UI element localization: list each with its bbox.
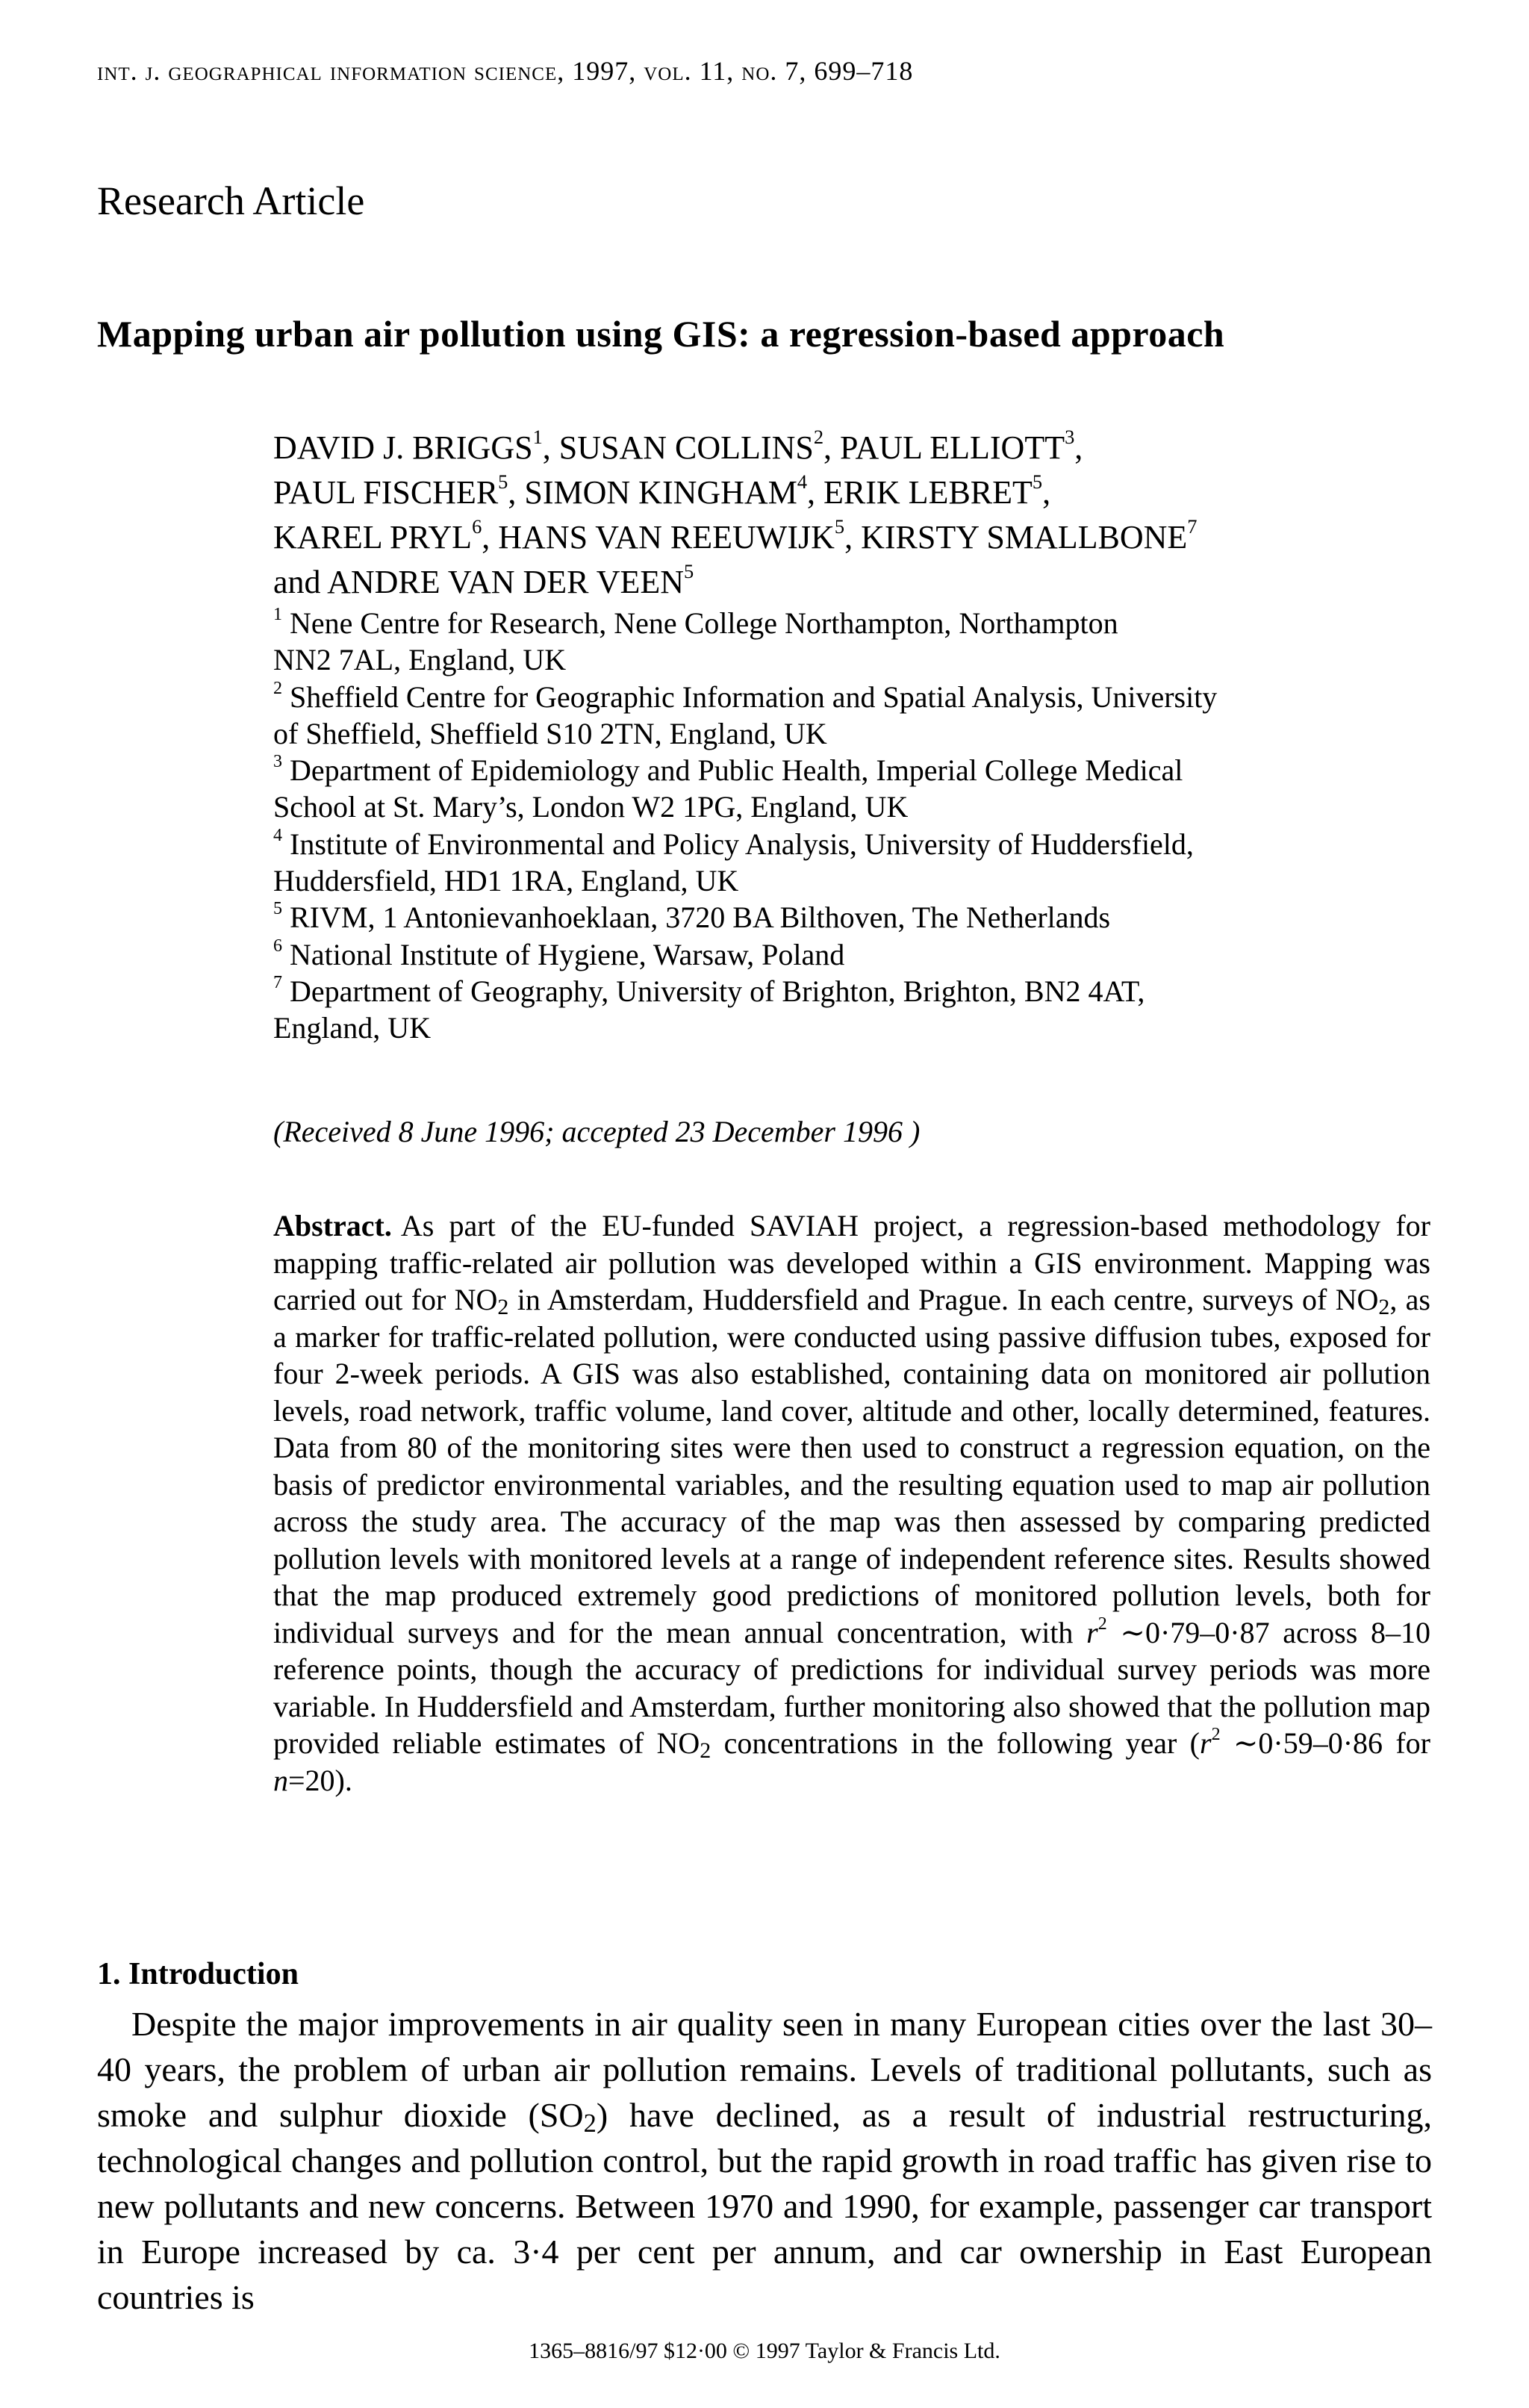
author-sup: 5	[834, 515, 845, 538]
author-sep: ,	[1074, 429, 1083, 466]
author-sup: 6	[472, 515, 482, 538]
author-sup: 4	[797, 470, 808, 494]
variable-n: n	[273, 1763, 288, 1797]
author-sup: 5	[684, 560, 694, 583]
author-sep: ,	[1042, 474, 1051, 511]
affiliation-line	[273, 862, 1438, 899]
abstract-text: in Amsterdam, Huddersfield and Prague. In each centre, surveys of NO	[508, 1283, 1379, 1316]
affiliation-number: 7	[273, 972, 282, 992]
author-name: HANS VAN REEUWIJK	[498, 519, 835, 556]
abstract-text: =20).	[288, 1763, 352, 1797]
author-sep: ,	[542, 429, 559, 466]
subscript: 2	[1378, 1295, 1390, 1319]
paper-title: Mapping urban air pollution using GIS: a regression-based approach	[97, 313, 1225, 355]
affiliation-line	[273, 973, 1438, 1009]
journal-year: , 1997,	[557, 56, 644, 86]
author-line	[273, 426, 1197, 470]
affiliation-line	[273, 788, 1438, 825]
affiliation-text: Sheffield Centre for Geographic Information and Spatial Analysis, University	[290, 679, 1218, 714]
abstract-text: As part of the EU-funded SAVIAH project, a regression-based methodology for mapping traffic-related air pollution was developed within a GIS environment. Mapping was carried out for NO	[273, 1209, 1430, 1316]
section-heading: 1. Introduction	[97, 1957, 299, 1991]
journal-no-label: no	[741, 56, 770, 86]
author-sup: 2	[813, 426, 824, 449]
affiliation-line	[273, 679, 1438, 715]
abstract-text: , as a marker for traffic-related pollution, were conducted using passive diffusion tubes, exposed for four 2-week periods. A GIS was also established, containing data on monitored air pollution levels, road network, traffic volume, land cover, altitude and other, locally determined, features. Data from 80 of the monitoring sites were then used to construct a regression equation, on the basis of predictor environmental variables, and the resulting equation used to map air pollution across the study area. The accuracy of the map was then assessed by comparing predicted pollution levels with monitored levels at a range of independent reference sites. Results showed that the map produced extremely good predictions of monitored pollution levels, both for individual surveys and for the mean annual concentration, with	[273, 1283, 1431, 1649]
superscript: 2	[1211, 1725, 1221, 1744]
author-sep: ,	[482, 519, 499, 556]
affiliation-text: Huddersfield, HD1 1RA, England, UK	[273, 864, 739, 898]
affiliation-line	[273, 641, 1438, 678]
affiliation-text: Department of Geography, University of Brighton, Brighton, BN2 4AT,	[290, 974, 1145, 1008]
author-list	[273, 426, 1197, 605]
author-name: ERIK LEBRET	[823, 474, 1033, 511]
affiliation-number: 6	[273, 936, 282, 956]
author-name: SUSAN COLLINS	[558, 429, 814, 466]
intro-paragraph	[97, 2001, 1432, 2320]
affiliation-number: 4	[273, 825, 282, 845]
journal-vol-label: vol	[644, 56, 685, 86]
author-and: and	[273, 564, 328, 600]
author-sup: 1	[532, 426, 543, 449]
journal-name: int. j. geographical information science	[97, 56, 558, 86]
affiliation-text: Department of Epidemiology and Public Health, Imperial College Medical	[290, 753, 1183, 788]
affiliation-line	[273, 715, 1438, 752]
journal-vol-value: . 11,	[684, 56, 742, 86]
affiliation-text: England, UK	[273, 1011, 432, 1045]
affiliation-number: 3	[273, 752, 282, 772]
author-name: PAUL FISCHER	[273, 474, 499, 511]
author-name: ANDRE VAN DER VEEN	[327, 564, 685, 600]
page-footer: 1365–8816/97 $12·00 © 1997 Taylor & Francis Ltd.	[529, 2339, 1000, 2363]
affiliation-line	[273, 936, 1438, 973]
superscript: 2	[1097, 1614, 1107, 1634]
affiliation-text: School at St. Mary’s, London W2 1PG, England, UK	[273, 790, 909, 824]
affiliation-line	[273, 752, 1438, 788]
author-name: KAREL PRYL	[273, 519, 473, 556]
affiliation-line	[273, 826, 1438, 862]
article-type: Research Article	[97, 178, 365, 223]
affiliation-text: NN2 7AL, England, UK	[273, 643, 567, 677]
author-name: SIMON KINGHAM	[524, 474, 797, 511]
author-sep: ,	[823, 429, 841, 466]
author-sep: ,	[844, 519, 862, 556]
subscript: 2	[583, 2109, 597, 2138]
affiliation-line	[273, 899, 1438, 936]
author-sup: 3	[1065, 426, 1075, 449]
author-sep: ,	[807, 474, 824, 511]
author-sup: 5	[498, 470, 508, 494]
abstract-label: Abstract.	[273, 1209, 392, 1242]
abstract-text: concentrations in the following year (	[711, 1726, 1201, 1760]
abstract	[273, 1207, 1430, 1799]
affiliation-number: 1	[273, 605, 282, 624]
affiliation-text: of Sheffield, Sheffield S10 2TN, England, UK	[273, 716, 827, 750]
intro-text: ) have declined, as a result of industrial restructuring, technological changes and pollution control, but the rapid growth in road traffic has given rise to new pollutants and new concerns. Between 1970 and 1990, for example, passenger car transport in Europe increased by ca. 3·4 per cent per annum, and car ownership in East European countries is	[97, 2096, 1432, 2316]
abstract-text: ∼0·79–0·87 across 8–10 reference points, though the accuracy of predictions for individual survey periods was more variable. In Huddersfield and Amsterdam, further monitoring also showed that the pollution map provided reliable estimates of NO	[273, 1615, 1430, 1760]
author-line	[273, 470, 1197, 515]
affiliation-number: 5	[273, 899, 282, 919]
abstract-text: ∼0·59–0·86 for	[1220, 1726, 1430, 1760]
author-line	[273, 515, 1197, 560]
author-sep: ,	[508, 474, 525, 511]
subscript: 2	[700, 1738, 711, 1763]
affiliation-number: 2	[273, 678, 282, 698]
author-sup: 7	[1187, 515, 1198, 538]
affiliation-text: RIVM, 1 Antonievanhoeklaan, 3720 BA Bilthoven, The Netherlands	[290, 900, 1111, 935]
author-name: PAUL ELLIOTT	[840, 429, 1065, 466]
affiliation-text: National Institute of Hygiene, Warsaw, Poland	[290, 937, 845, 971]
variable-r: r	[1086, 1615, 1098, 1649]
subscript: 2	[497, 1295, 509, 1319]
affiliation-line	[273, 1009, 1438, 1046]
intro-text: Despite the major improvements in air quality seen in many European cities over the last 30–40 years, the problem of urban air pollution remains. Levels of traditional pollutants, such as smoke and sulphur dioxide (SO	[97, 2005, 1432, 2134]
affiliation-text: Nene Centre for Research, Nene College Northampton, Northampton	[290, 606, 1118, 640]
author-line	[273, 560, 1197, 605]
affiliation-line	[273, 605, 1438, 641]
received-dates: (Received 8 June 1996; accepted 23 December 1996 )	[273, 1115, 921, 1148]
author-name: DAVID J. BRIGGS	[273, 429, 533, 466]
affiliation-list	[273, 605, 1438, 1047]
author-name: KIRSTY SMALLBONE	[861, 519, 1188, 556]
author-sup: 5	[1032, 470, 1043, 494]
journal-no-value: . 7, 699–718	[770, 56, 914, 86]
variable-r: r	[1200, 1726, 1212, 1760]
journal-header	[97, 55, 913, 87]
affiliation-text: Institute of Environmental and Policy Analysis, University of Huddersfield,	[290, 827, 1194, 861]
